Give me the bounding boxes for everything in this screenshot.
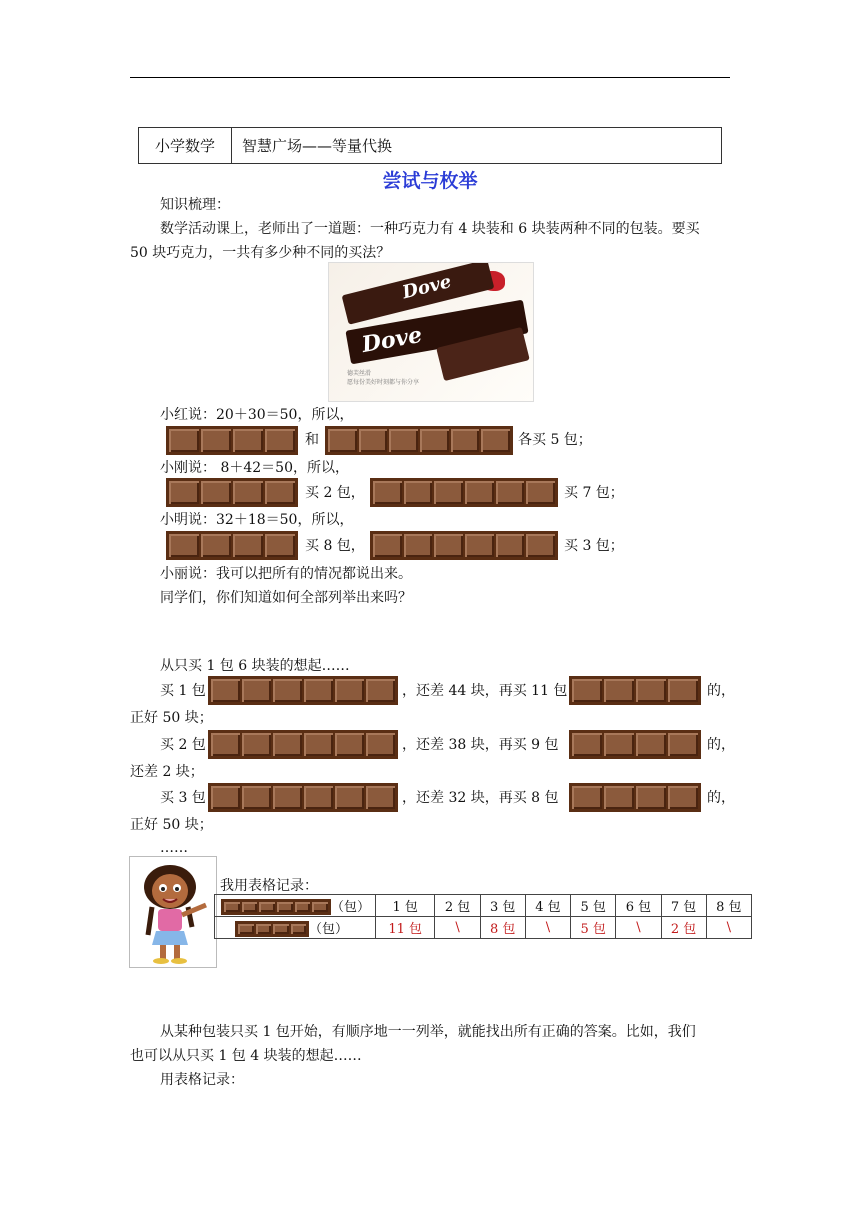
table-cell: \ bbox=[616, 917, 661, 939]
row-header-6 bbox=[215, 895, 376, 917]
conclusion-line-1: 从某种包装只买 1 包开始，有顺序地一一列举，就能找出所有正确的答案。比如，我们 bbox=[160, 1024, 696, 1040]
hong-tail: 各买 5 包； bbox=[518, 432, 592, 448]
table-cell: 8 包 bbox=[480, 917, 525, 939]
table-cell: \ bbox=[706, 917, 751, 939]
gang-tail: 买 7 包； bbox=[564, 485, 624, 501]
page-title: 尝试与枚举 bbox=[382, 170, 478, 192]
table-cell: 11 包 bbox=[376, 917, 435, 939]
brand-logo: Dove bbox=[359, 321, 425, 358]
enum-end: 的， bbox=[707, 790, 735, 806]
table-cell: 1 包 bbox=[376, 895, 435, 917]
li-speech: 小丽说：我可以把所有的情况都说出来。 bbox=[160, 566, 412, 582]
table-cell: 2 包 bbox=[435, 895, 480, 917]
chocolate-photo bbox=[328, 262, 534, 402]
conclusion-line-2: 也可以从只买 1 包 4 块装的想起…… bbox=[130, 1048, 362, 1064]
subject-label: 小学数学 bbox=[139, 128, 232, 163]
chocolate-bar-6 bbox=[325, 426, 513, 455]
chocolate-bar-6 bbox=[221, 899, 331, 915]
ellipsis: …… bbox=[160, 840, 188, 856]
enum-cont: 正好 50 块； bbox=[130, 817, 213, 833]
row-header-4 bbox=[215, 917, 376, 939]
chocolate-bar-4 bbox=[569, 676, 701, 705]
girl-illustration bbox=[129, 856, 217, 968]
table-cell: 5 包 bbox=[571, 895, 616, 917]
table-cell: 3 包 bbox=[480, 895, 525, 917]
enum-buy: 买 2 包 bbox=[160, 737, 206, 753]
chocolate-bar-6 bbox=[208, 783, 398, 812]
table-cell: \ bbox=[435, 917, 480, 939]
gang-speech: 小刚说： 8＋42＝50，所以， bbox=[160, 460, 349, 476]
chocolate-bar-4 bbox=[166, 531, 298, 560]
chocolate-bar-4 bbox=[166, 426, 298, 455]
conclusion-line-3: 用表格记录： bbox=[160, 1072, 244, 1088]
enum-rest: ，还差 44 块，再买 11 包 bbox=[402, 683, 568, 699]
topic-label: 智慧广场——等量代换 bbox=[242, 137, 393, 155]
table-cell: 2 包 bbox=[661, 917, 706, 939]
brand-logo: Dove bbox=[400, 271, 454, 304]
chocolate-bar-4 bbox=[569, 730, 701, 759]
chocolate-bar-6 bbox=[208, 730, 398, 759]
unit-label: （包） bbox=[331, 899, 371, 915]
problem-line-2: 50 块巧克力，一共有多少种不同的买法？ bbox=[130, 245, 391, 261]
photo-caption-line: 愿每份美好时刻都与你分享 bbox=[347, 379, 420, 386]
enum-buy: 买 1 包 bbox=[160, 683, 206, 699]
table-cell: \ bbox=[525, 917, 570, 939]
chocolate-bar-4 bbox=[235, 921, 309, 937]
enum-end: 的， bbox=[707, 737, 735, 753]
chocolate-bar-6 bbox=[370, 531, 558, 560]
record-table bbox=[214, 894, 752, 939]
top-rule bbox=[130, 77, 730, 78]
enum-rest: ，还差 32 块，再买 8 包 bbox=[402, 790, 559, 806]
chocolate-bar-6 bbox=[370, 478, 558, 507]
ming-mid: 买 8 包， bbox=[305, 538, 365, 554]
intro-label: 知识梳理： bbox=[160, 197, 230, 213]
photo-caption bbox=[347, 369, 419, 387]
girl-icon bbox=[130, 857, 216, 967]
problem-line-1: 数学活动课上，老师出了一道题：一种巧克力有 4 块装和 6 块装两种不同的包装。要买 bbox=[160, 221, 700, 237]
enum-end: 的， bbox=[707, 683, 735, 699]
unit-label: （包） bbox=[309, 921, 349, 937]
enum-rest: ，还差 38 块，再买 9 包 bbox=[402, 737, 559, 753]
chocolate-bar-4 bbox=[569, 783, 701, 812]
table-row bbox=[215, 895, 752, 917]
question-line: 同学们，你们知道如何全部列举出来吗？ bbox=[160, 590, 412, 606]
gang-mid: 买 2 包， bbox=[305, 485, 365, 501]
hong-speech: 小红说：20＋30＝50，所以， bbox=[160, 407, 354, 423]
table-row bbox=[215, 917, 752, 939]
enum-cont: 还差 2 块； bbox=[130, 764, 204, 780]
chocolate-bar-4 bbox=[166, 478, 298, 507]
and-text: 和 bbox=[305, 432, 319, 448]
photo-caption-line: 德芙丝滑 bbox=[347, 370, 372, 377]
table-cell: 5 包 bbox=[571, 917, 616, 939]
enum-buy: 买 3 包 bbox=[160, 790, 206, 806]
table-cell: 6 包 bbox=[616, 895, 661, 917]
ming-tail: 买 3 包； bbox=[564, 538, 624, 554]
table-cell: 7 包 bbox=[661, 895, 706, 917]
enumeration-start: 从只买 1 包 6 块装的想起…… bbox=[160, 658, 350, 674]
header-box bbox=[138, 127, 722, 164]
ming-speech: 小明说：32＋18＝50，所以， bbox=[160, 512, 354, 528]
table-cell: 8 包 bbox=[706, 895, 751, 917]
enum-cont: 正好 50 块； bbox=[130, 710, 213, 726]
table-caption: 我用表格记录： bbox=[220, 878, 318, 894]
chocolate-bar-6 bbox=[208, 676, 398, 705]
table-cell: 4 包 bbox=[525, 895, 570, 917]
